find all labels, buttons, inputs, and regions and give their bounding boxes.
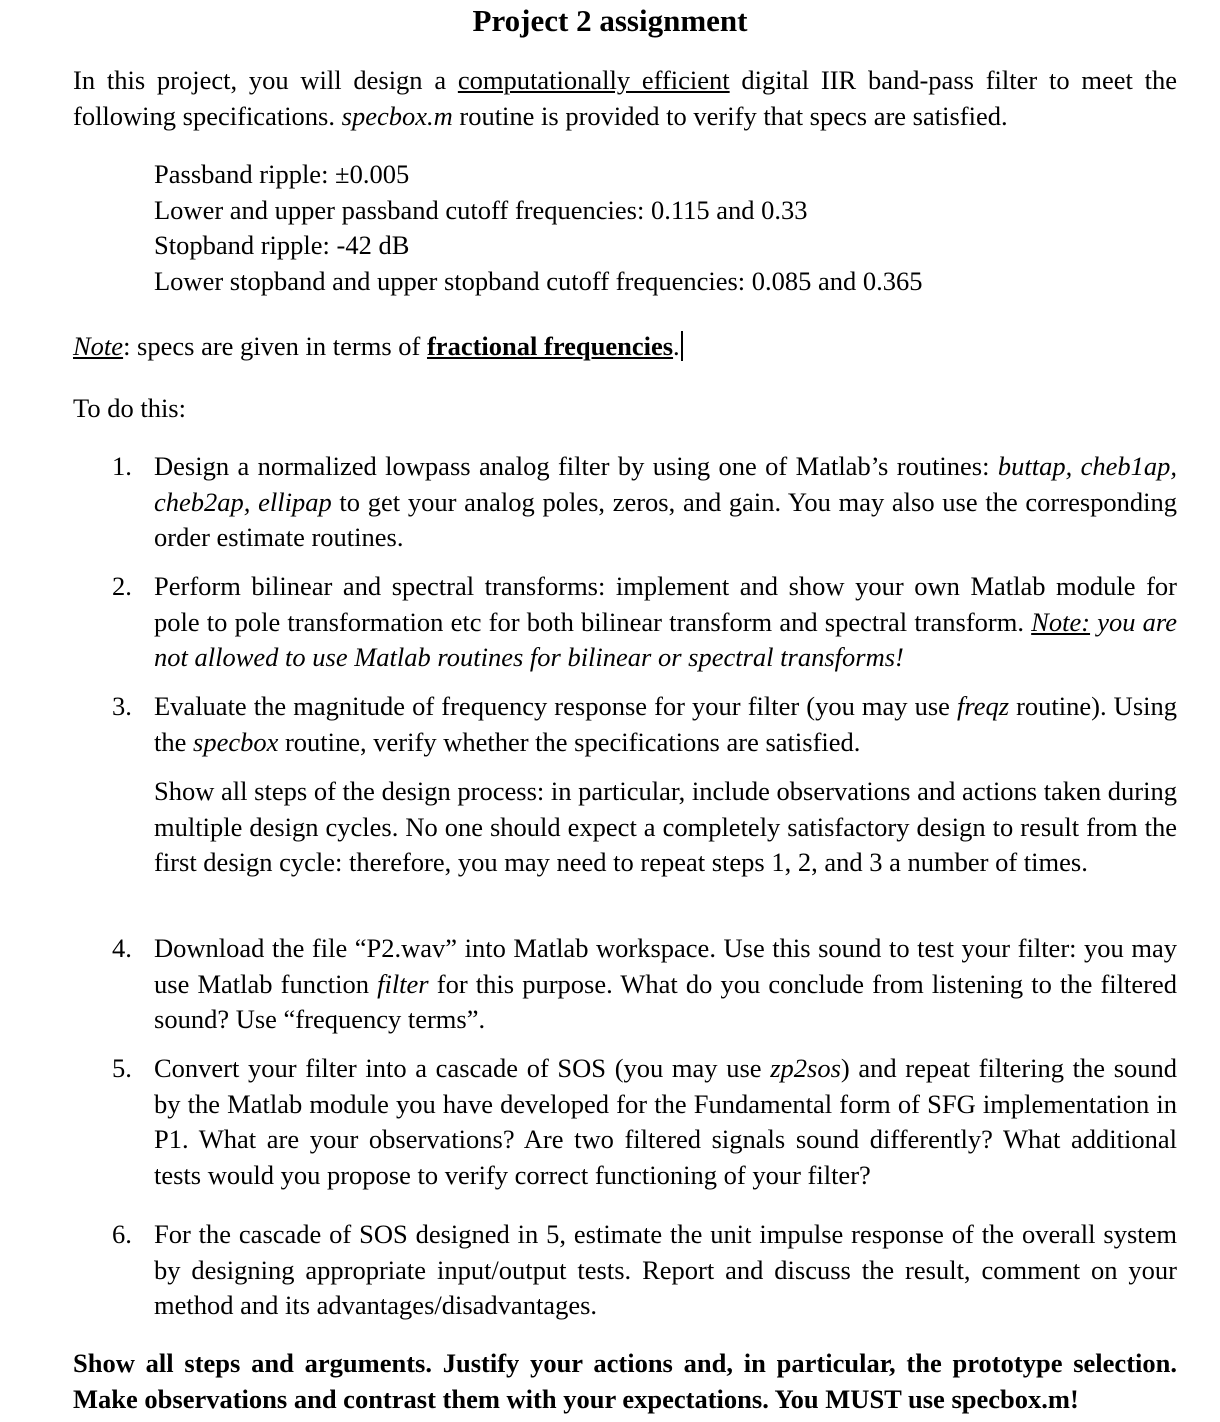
item-text: routine, verify whether the specifications are satisfied. bbox=[278, 726, 861, 757]
item-number: 5. bbox=[112, 1053, 132, 1083]
note-label: Note bbox=[73, 331, 124, 361]
list-item bbox=[154, 931, 1177, 1038]
item-routines: buttap, cheb1ap, cheb2ap, ellipap bbox=[154, 451, 1178, 517]
item-number: 3. bbox=[112, 691, 132, 721]
list-item bbox=[154, 1051, 1177, 1194]
list-item bbox=[154, 1217, 1177, 1324]
item-note-text: you are not allowed to use Matlab routines for bilinear or spectral transforms! bbox=[154, 606, 1178, 673]
item-text: For the cascade of SOS designed in 5, estimate the unit impulse response of the overall system by designing appropriate input/output tests. Report and discuss the result, comment on your method and its advantages/disadvantages. bbox=[154, 1219, 1177, 1321]
item-text: Perform bilinear and spectral transforms: implement and show your own Matlab module for pole to pole transformation etc for both bilinear transform and spectral transform. bbox=[154, 571, 1177, 637]
note-line bbox=[73, 328, 683, 364]
intro-paragraph bbox=[73, 63, 1177, 134]
item-text: Download the file “P2.wav” into Matlab workspace. Use this sound to test your filter: you may use Matlab function bbox=[154, 933, 1177, 999]
item-text: Evaluate the magnitude of frequency response for your filter (you may use bbox=[154, 691, 957, 721]
spec-stopband-ripple: Stopband ripple: -42 dB bbox=[154, 230, 410, 260]
intro-text: routine is provided to verify that specs are satisfied. bbox=[452, 100, 1008, 131]
spec-passband-ripple: Passband ripple: ±0.005 bbox=[154, 159, 410, 189]
intro-text: In this project, you will design a bbox=[73, 65, 458, 95]
closing-instructions: Show all steps and arguments. Justify your actions and, in particular, the prototype selection. Make observations and contrast them with your expectations. You MUST use specbox.m! bbox=[73, 1348, 1177, 1414]
spec-stopband-cutoffs: Lower stopband and upper stopband cutoff frequencies: 0.085 and 0.365 bbox=[154, 266, 923, 296]
item-text: Convert your filter into a cascade of SOS (you may use bbox=[154, 1053, 771, 1083]
item-text: for this purpose. What do you conclude from listening to the filtered sound? Use “frequency terms”. bbox=[154, 968, 1177, 1035]
item-number: 6. bbox=[112, 1219, 132, 1249]
list-item bbox=[154, 569, 1177, 676]
list-item bbox=[154, 449, 1177, 556]
item-function: zp2sos bbox=[770, 1053, 841, 1083]
intro-emphasis: computationally efficient bbox=[457, 65, 730, 95]
item-number: 4. bbox=[112, 933, 132, 963]
item-number: 1. bbox=[112, 451, 132, 481]
item-note-label: Note: bbox=[1031, 606, 1091, 637]
item-text: Design a normalized lowpass analog filter by using one of Matlab’s routines: bbox=[154, 451, 998, 481]
note-end: . bbox=[673, 331, 680, 361]
item-routine: specbox bbox=[193, 726, 279, 757]
note-text: : specs are given in terms of bbox=[123, 331, 427, 361]
text-cursor bbox=[681, 331, 683, 361]
note-emphasis: fractional frequencies bbox=[426, 331, 674, 361]
todo-heading: To do this: bbox=[73, 393, 186, 423]
item-text: ) and repeat filtering the sound by the Matlab module you have developed for the Fundamental form of SFG implementation in P1. What are your observations? Are two filtered signals sound differently? What additional tests would you propose to verify correct functioning of your filter? bbox=[154, 1053, 1178, 1191]
item-number: 2. bbox=[112, 571, 132, 601]
spec-passband-cutoffs: Lower and upper passband cutoff frequencies: 0.115 and 0.33 bbox=[154, 195, 808, 225]
intro-text: digital IIR band-pass filter to meet the following specifications. bbox=[73, 65, 1177, 131]
item-function: filter bbox=[377, 968, 429, 999]
item-text: to get your analog poles, zeros, and gain. You may also use the corresponding order estimate routines. bbox=[154, 486, 1178, 553]
list-item bbox=[154, 689, 1177, 760]
item-text: routine). Using the bbox=[154, 691, 1177, 757]
page-title: Project 2 assignment bbox=[472, 3, 748, 38]
intro-filename: specbox.m bbox=[341, 100, 453, 131]
item-3-extra-paragraph: Show all steps of the design process: in particular, include observations and actions taken during multiple design cycles. No one should expect a completely satisfactory design to result from the first design cycle: therefore, you may need to repeat steps 1, 2, and 3 a number of times. bbox=[154, 776, 1177, 878]
item-routine: freqz bbox=[957, 691, 1010, 721]
